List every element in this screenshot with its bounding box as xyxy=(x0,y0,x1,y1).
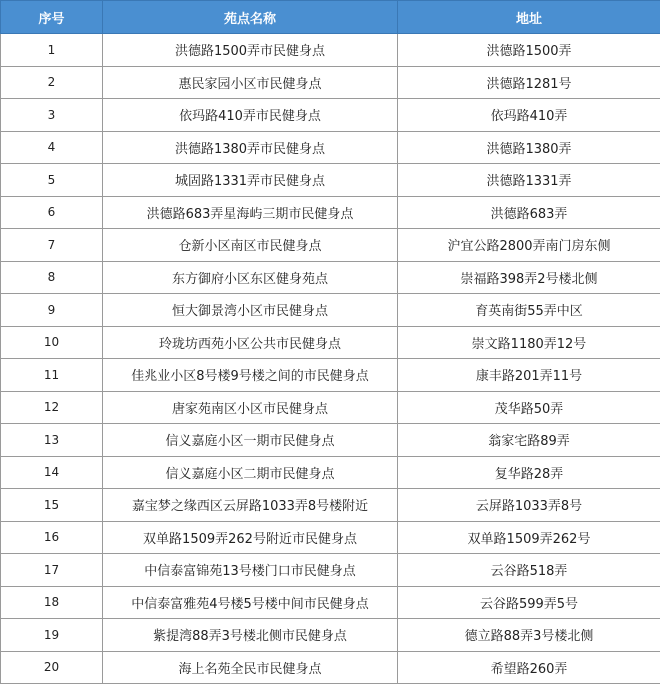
cell-name: 洪德路1500弄市民健身点 xyxy=(103,34,398,67)
table-row xyxy=(1,294,660,327)
cell-name: 中信泰富雅苑4号楼5号楼中间市民健身点 xyxy=(103,586,398,619)
table-row xyxy=(1,619,660,652)
table-row xyxy=(1,651,660,684)
cell-index: 9 xyxy=(1,294,103,327)
cell-address: 洪德路1281号 xyxy=(398,66,660,99)
table-row xyxy=(1,554,660,587)
table-row xyxy=(1,359,660,392)
cell-index: 15 xyxy=(1,489,103,522)
table-row xyxy=(1,391,660,424)
table-row xyxy=(1,326,660,359)
cell-index: 13 xyxy=(1,424,103,457)
table-row xyxy=(1,164,660,197)
cell-name: 中信泰富锦苑13号楼门口市民健身点 xyxy=(103,554,398,587)
header-name: 苑点名称 xyxy=(103,1,398,34)
cell-index: 18 xyxy=(1,586,103,619)
cell-address: 依玛路410弄 xyxy=(398,99,660,132)
cell-name: 玲珑坊西苑小区公共市民健身点 xyxy=(103,326,398,359)
cell-address: 崇福路398弄2号楼北侧 xyxy=(398,261,660,294)
cell-address: 双单路1509弄262号 xyxy=(398,521,660,554)
cell-index: 7 xyxy=(1,229,103,262)
table-row xyxy=(1,229,660,262)
cell-name: 信义嘉庭小区二期市民健身点 xyxy=(103,456,398,489)
cell-address: 茂华路50弄 xyxy=(398,391,660,424)
cell-name: 惠民家园小区市民健身点 xyxy=(103,66,398,99)
cell-name: 洪德路683弄星海屿三期市民健身点 xyxy=(103,196,398,229)
cell-index: 3 xyxy=(1,99,103,132)
cell-name: 仓新小区南区市民健身点 xyxy=(103,229,398,262)
cell-name: 佳兆业小区8号楼9号楼之间的市民健身点 xyxy=(103,359,398,392)
cell-index: 2 xyxy=(1,66,103,99)
table-row xyxy=(1,34,660,67)
table-row xyxy=(1,424,660,457)
cell-address: 洪德路683弄 xyxy=(398,196,660,229)
cell-index: 17 xyxy=(1,554,103,587)
cell-address: 云屏路1033弄8号 xyxy=(398,489,660,522)
header-index: 序号 xyxy=(1,1,103,34)
table-row xyxy=(1,586,660,619)
cell-name: 双单路1509弄262号附近市民健身点 xyxy=(103,521,398,554)
cell-index: 14 xyxy=(1,456,103,489)
cell-index: 4 xyxy=(1,131,103,164)
cell-address: 希望路260弄 xyxy=(398,651,660,684)
cell-index: 16 xyxy=(1,521,103,554)
table-row xyxy=(1,489,660,522)
cell-index: 10 xyxy=(1,326,103,359)
cell-name: 城固路1331弄市民健身点 xyxy=(103,164,398,197)
cell-name: 恒大御景湾小区市民健身点 xyxy=(103,294,398,327)
cell-name: 信义嘉庭小区一期市民健身点 xyxy=(103,424,398,457)
cell-name: 东方御府小区东区健身苑点 xyxy=(103,261,398,294)
cell-index: 20 xyxy=(1,651,103,684)
table-row xyxy=(1,99,660,132)
table-row xyxy=(1,261,660,294)
header-address: 地址 xyxy=(398,1,660,34)
cell-index: 6 xyxy=(1,196,103,229)
cell-address: 崇文路1180弄12号 xyxy=(398,326,660,359)
cell-index: 8 xyxy=(1,261,103,294)
cell-name: 依玛路410弄市民健身点 xyxy=(103,99,398,132)
cell-index: 1 xyxy=(1,34,103,67)
cell-name: 紫提湾88弄3号楼北侧市民健身点 xyxy=(103,619,398,652)
cell-index: 5 xyxy=(1,164,103,197)
table-row xyxy=(1,521,660,554)
cell-address: 德立路88弄3号楼北侧 xyxy=(398,619,660,652)
cell-address: 翁家宅路89弄 xyxy=(398,424,660,457)
cell-address: 云谷路518弄 xyxy=(398,554,660,587)
table-header-row xyxy=(1,1,660,34)
cell-address: 康丰路201弄11号 xyxy=(398,359,660,392)
cell-address: 育英南街55弄中区 xyxy=(398,294,660,327)
cell-name: 嘉宝梦之缘西区云屏路1033弄8号楼附近 xyxy=(103,489,398,522)
cell-name: 唐家苑南区小区市民健身点 xyxy=(103,391,398,424)
cell-address: 复华路28弄 xyxy=(398,456,660,489)
cell-address: 洪德路1380弄 xyxy=(398,131,660,164)
table-row xyxy=(1,196,660,229)
cell-address: 洪德路1500弄 xyxy=(398,34,660,67)
cell-index: 11 xyxy=(1,359,103,392)
cell-address: 云谷路599弄5号 xyxy=(398,586,660,619)
cell-index: 19 xyxy=(1,619,103,652)
table-row xyxy=(1,66,660,99)
cell-name: 海上名苑全民市民健身点 xyxy=(103,651,398,684)
cell-address: 沪宜公路2800弄南门房东侧 xyxy=(398,229,660,262)
cell-index: 12 xyxy=(1,391,103,424)
table-row xyxy=(1,456,660,489)
cell-address: 洪德路1331弄 xyxy=(398,164,660,197)
table-row xyxy=(1,131,660,164)
cell-name: 洪德路1380弄市民健身点 xyxy=(103,131,398,164)
